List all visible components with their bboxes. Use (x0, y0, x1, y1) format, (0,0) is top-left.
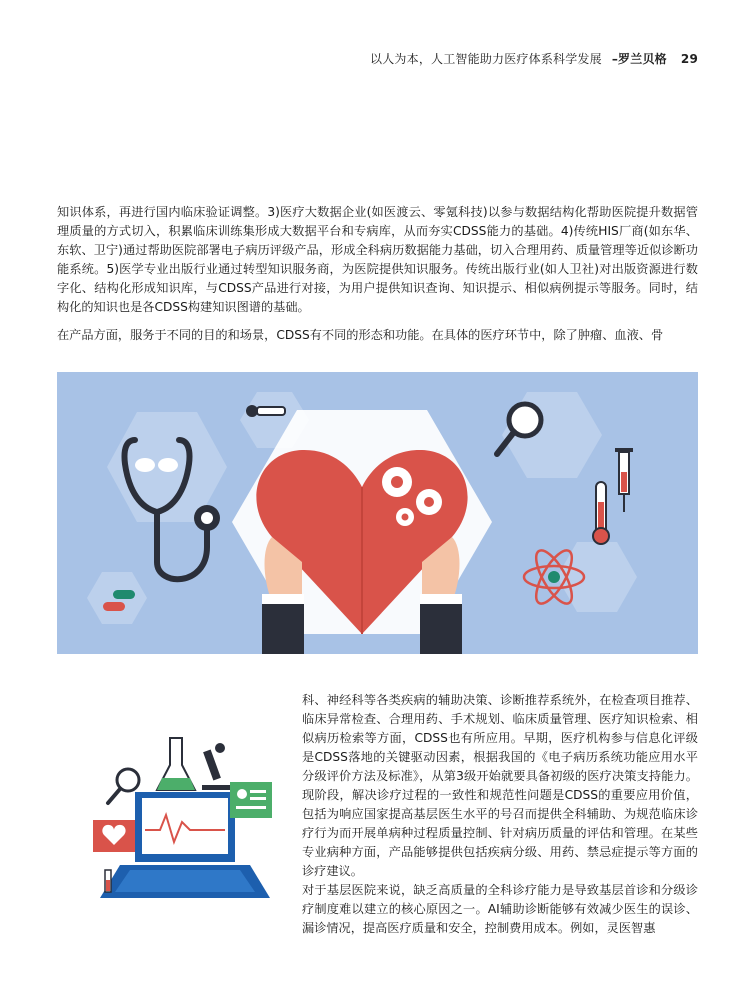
microscope-icon (202, 743, 232, 790)
page-number: 29 (680, 52, 698, 66)
keyboard-icon (100, 865, 270, 898)
profile-card-icon (230, 782, 272, 818)
dropper-icon (246, 405, 285, 417)
body-paragraph-4: 对于基层医院来说，缺乏高质量的全科诊疗能力是导致基层首诊和分级诊疗制度难以建立的核心原因之一。AI辅助诊断能够有效减少医生的误诊、漏诊情况，提高医疗质量和安全，控制费用成本。例如，灵医智惠 (302, 883, 698, 935)
magnifier-icon (108, 769, 139, 803)
running-header (370, 50, 698, 67)
thermometer-icon (593, 482, 609, 544)
header-title: 以人为本，人工智能助力医疗体系科学发展 (370, 52, 602, 66)
medical-banner-illustration (57, 372, 698, 654)
syringe-icon (105, 870, 111, 892)
monitor-icon (135, 792, 235, 862)
body-paragraph-2: 在产品方面，服务于不同的目的和场景，CDSS有不同的形态和功能。在具体的医疗环节中，除了肿瘤、血液、骨 (57, 328, 664, 342)
flask-icon (157, 738, 195, 790)
laptop-medical-illustration (90, 720, 275, 910)
body-paragraph-3: 科、神经科等各类疾病的辅助决策、诊断推荐系统外，在检查项目推荐、临床异常检查、合理用药、手术规划、临床质量管理、医疗知识检索、相似病历检索等方面，CDSS也有所应用。早期，医疗机构参与信息化评级是CDSS落地的关键驱动因素，根据我国的《电子病历系统功能应用水平分级评价方法及标准》，从第3级开始就要具备初级的医疗决策支持能力。现阶段，解决诊疗过程的一致性和规范性问题是CDSS的重要应用价值，包括为响应国家提高基层医生水平的号召而提供全科辅助、为规范临床诊疗行为而开展单病种过程质量控制、针对病历质量的评估和管理。在某些专业病种方面，产品能够提供包括疾病分级、用药、禁忌症提示等方面的诊疗建议。 (302, 693, 698, 878)
header-brand: –罗兰贝格 (611, 52, 667, 66)
body-paragraph-1: 知识体系，再进行国内临床验证调整。3)医疗大数据企业(如医渡云、零氪科技)以参与数据结构化帮助医院提升数据管理质量的方式切入，积累临床训练集形成大数据平台和专病库，从而夯实CDSS能力的基础。4)传统HIS厂商(如东华、东软、卫宁)通过帮助医院部署电子病历评级产品，形成全科病历数据能力基础，切入合理用药、质量管理等近似诊断功能系统。5)医学专业出版行业通过转型知识服务商，为医院提供知识服务。传统出版行业(如人卫社)对出版资源进行数字化、结构化形成知识库，与CDSS产品进行对接，为用户提供知识查询、知识提示、相似病例提示等服务。同时，结构化的知识也是各CDSS构建知识图谱的基础。 (57, 205, 698, 314)
heart-card-icon (93, 820, 135, 852)
